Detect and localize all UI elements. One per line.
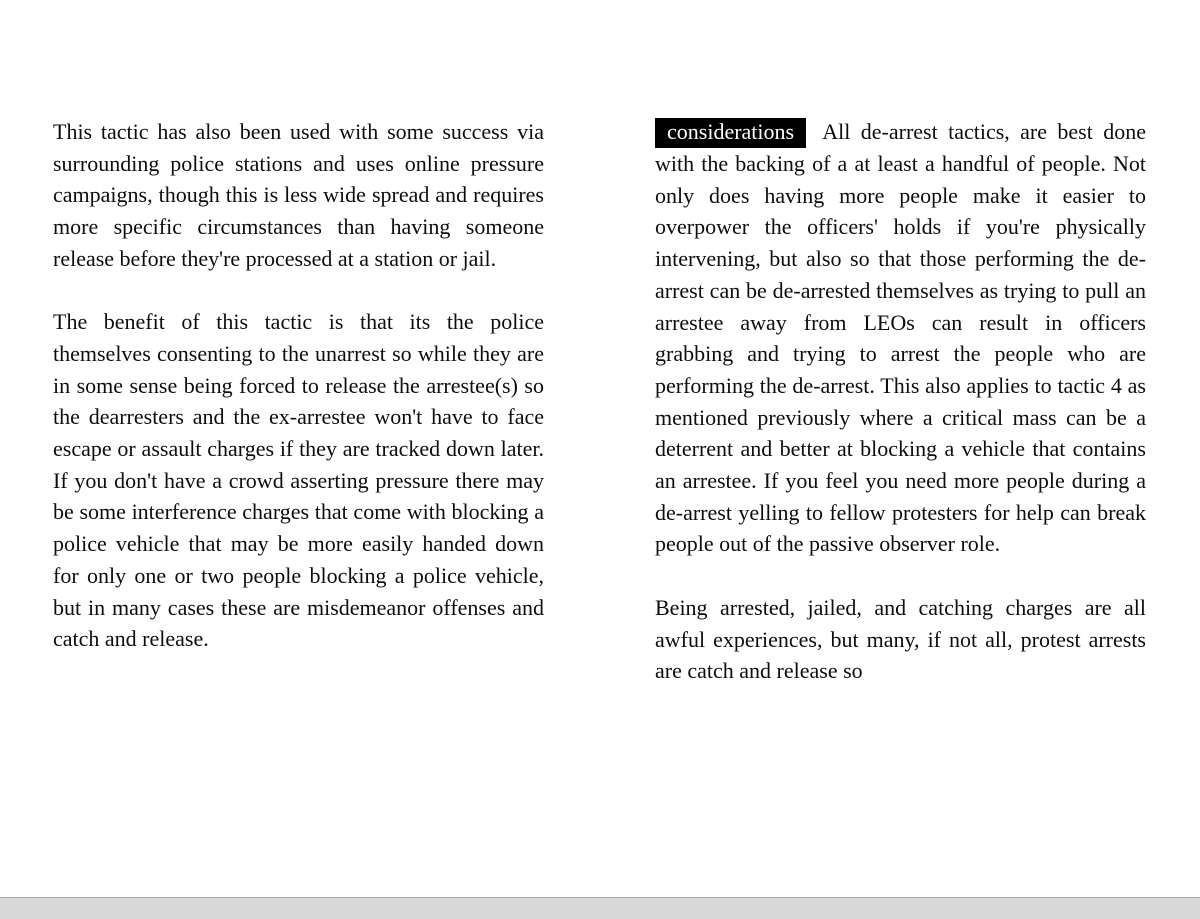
paragraph: This tactic has also been used with some success via surrounding police stations and uses online pressure campaigns, though this is less wide spread and requires more specific circumstances than having someone release before they're processed at a station or jail. xyxy=(53,119,544,271)
paragraph-text: All de-arrest tactics, are best done with the backing of a at least a handful of people. Not only does having more people make it easier to overpower the officers' holds if you're physically intervening, but also so that those performing the de-arrest can be de-arrested themselves as trying to pull an arrestee away from LEOs can result in officers grabbing and trying to arrest the people who are performing the de-arrest. This also applies to tactic 4 as mentioned previously where a critical mass can be a deterrent and better at blocking a vehicle that contains an arrestee. If you feel you need more people during a de-arrest yelling to fellow protesters for help can break people out of the passive observer role. xyxy=(655,119,1146,557)
paragraph-with-heading xyxy=(655,116,1146,560)
paragraph: The benefit of this tactic is that its the police themselves consenting to the unarrest so while they are in some sense being forced to release the arrestee(s) so the dearresters and the ex-arrestee won't have to face escape or assault charges if they are tracked down later. If you don't have a crowd asserting pressure there may be some interference charges that come with blocking a police vehicle that may be more easily handed down for only one or two people blocking a police vehicle, but in many cases these are misdemeanor offenses and catch and release. xyxy=(53,309,544,652)
viewer-bottom-edge xyxy=(0,897,1200,919)
right-column xyxy=(655,116,1146,687)
paragraph: Being arrested, jailed, and catching charges are all awful experiences, but many, if not all, protest arrests are catch and release so xyxy=(655,594,1146,684)
left-column xyxy=(53,116,544,655)
considerations-heading: considerations xyxy=(655,118,806,148)
